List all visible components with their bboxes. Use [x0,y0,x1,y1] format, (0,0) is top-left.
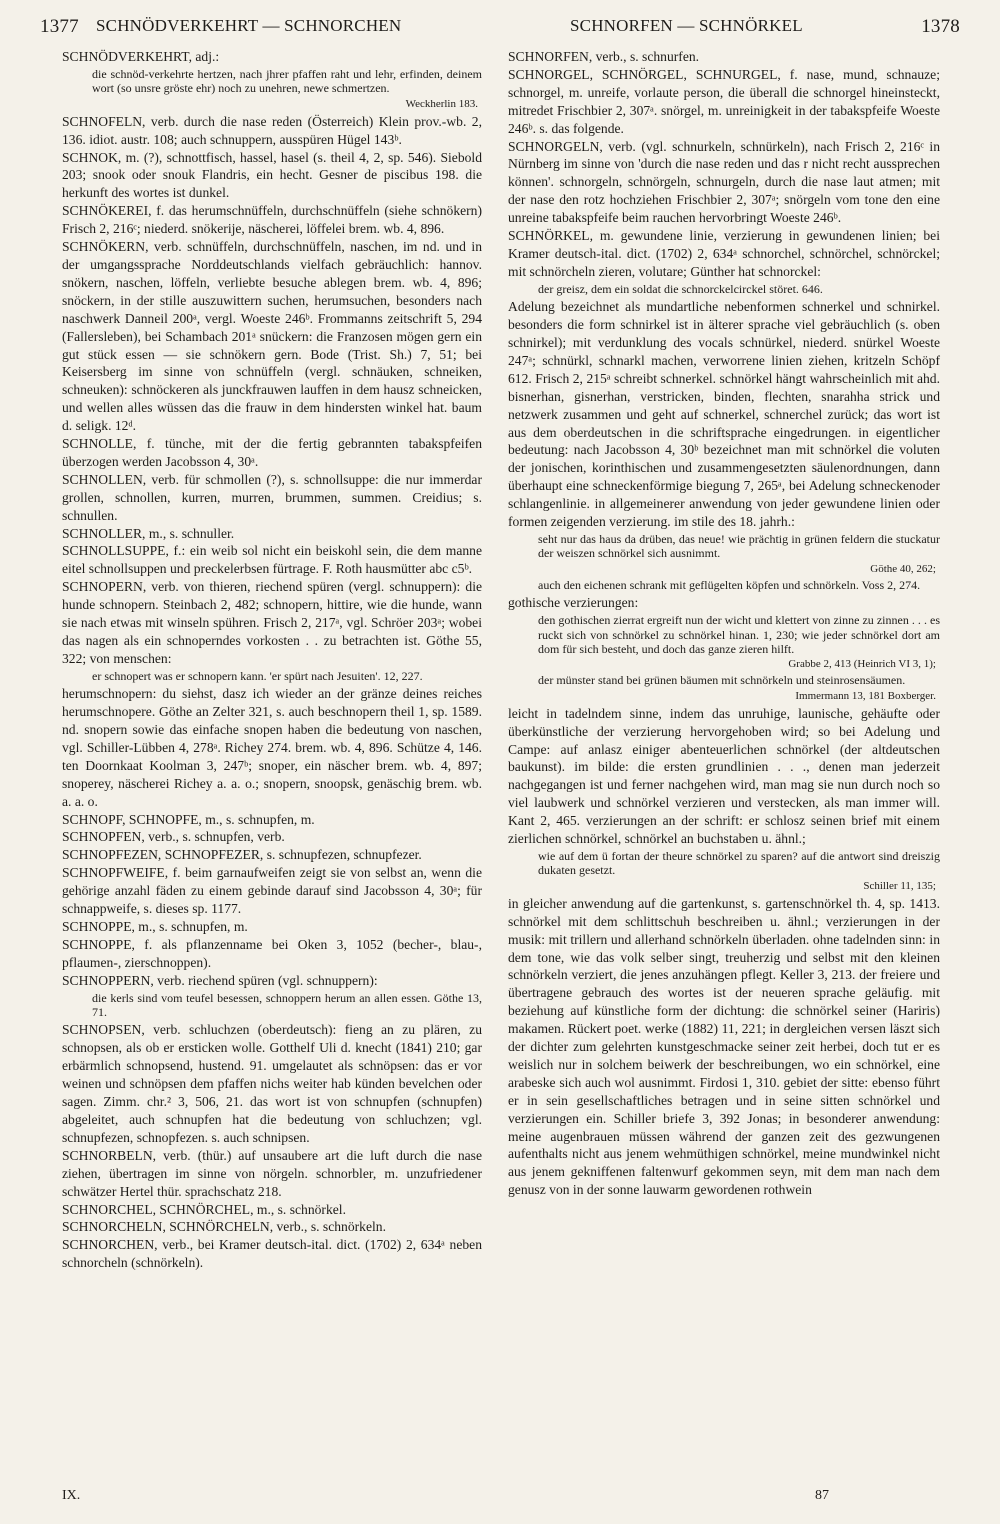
dictionary-entry: SCHNOK, m. (?), schnottfisch, hassel, hasel (s. theil 4, 2, sp. 546). Siebold 203; snook oder snouk Flandris, ein hecht. Gesner de piscibus 198. die herkunft des wortes ist dunkel. [62,149,482,201]
quotation: den gothischen zierrat ergreift nun der wicht und klettert von zinne zu zinnen . . . es ruckt sich von schnörkel zu schnörkel hinan. 1, 230; wie jeder schnörkel dort am dom für sich besteht, und doch das ganze zieren hilft. [538,613,940,656]
dictionary-entry: SCHNOPPE, f. als pflanzenname bei Oken 3, 1052 (becher-, blau-, pflaumen-, zierschnoppen). [62,936,482,970]
right-column [508,48,940,1199]
dictionary-entry: gothische verzierungen: [508,595,639,611]
quotation: der münster stand bei grünen bäumen mit schnörkeln und steinrosensäumen. [538,673,906,688]
dictionary-entry: in gleicher anwendung auf die gartenkunst, s. gartenschnörkel th. 4, sp. 1413. schnörkel mit dem schlittschuh beschreiben u. ähnl.; verzierungen in der musik: mit trillern und allerhand schnörkeln überladen. ohne tadelnden sinn: in dem tone, wie das volk selber singt, treuherzig und selbst mit den kleinen schnörkeln verziert, die jenes anzuhängen pflegt. Keller 3, 213. der freiere und übertragene gebrauch des wortes ist der neueren sprache geläufig. mit beziehung auf künstliche form der dichtung: die schnörkel seiner (Hariris) makamen. Rückert poet. werke (1882) 11, 221; in dergleichen versen läszt sich der dichter zum gelehrten kunstgeschmacke seiner zeit herbei, doch tut er es weislich nur in solchem beiwerk der beschreibungen, wo ein schnörkel, eine arabeske sich auch wol ausnimmt. Firdosi 1, 310. gebiet der sitte: ebenso führt er in sein gesellschaftliches betragen und in seine sitten schnörkel und verzierungen ein. Schiller briefe 3, 392 Jonas; in besonderer anwendung: meine augenbrauen müssen während der ganzen zeit des gezwungenen aufenthalts nicht aus jenem wehmüthigen schnörkel, meine mundwinkel nicht aus jenem gekniffenen faltenwurf gekommen seyn, mit dem man nach dem genusz von in der sonne lauwarm gewordenen rothwein [508,895,940,1198]
dictionary-entry: SCHNOLLER, m., s. schnuller. [62,525,235,541]
running-header [40,16,960,46]
citation-source: Weckherlin 183. [405,97,478,110]
dictionary-entry: SCHNOPFEZEN, SCHNOPFEZER, s. schnupfezen, schnupfezer. [62,847,422,863]
quotation: die schnöd-verkehrte hertzen, nach jhrer pfaffen raht und lehr, erfinden, deinem wort (so unsre gröste ehr) noch zu unehren, newe schmertzen. [92,66,482,96]
signature-mark: IX. [62,1488,81,1503]
dictionary-entry: SCHNOPPERN, verb. riechend spüren (vgl. schnuppern): [62,972,378,988]
dictionary-entry: SCHNÖDVERKEHRT, adj.: [62,49,220,64]
citation-source: Grabbe 2, 413 (Heinrich VI 3, 1); [788,658,936,671]
dictionary-entry: SCHNORFEN, verb., s. schnurfen. [508,49,700,64]
dictionary-entry: herumschnopern: du siehst, dasz ich wieder an der gränze deines reiches herumschnopere. Göthe an Zelter 321, s. auch beschnopern theil 1, sp. 1589. nd. snopern sowie das einfache snopen haben die bedeutung von naschen, vgl. Schiller-Lübben 4, 278ᵃ. Richey 274. brem. wb. 4, 896. Schütze 4, 146. ten Doornkaat Koolman 3, 247ᵇ; snoper, ein näscher brem. wb. 4, 897; snoperey, näscherei Richey a. a. o.; snopern, snoopsk, genäschig brem. wb. a. a. o. [62,686,482,809]
dictionary-entry: SCHNOLLE, f. tünche, mit der die fertig gebrannten tabakspfeifen überzogen werden Jacobsson 4, 30ᵃ. [62,436,482,469]
dictionary-entry: SCHNOLLSUPPE, f.: ein weib sol nicht ein beiskohl sein, die dem manne eitel schnollsuppen und preckelerbsen fürtrage. F. Roth hausmütter abc c5ᵇ. [62,543,482,577]
citation-source: Immermann 13, 181 Boxberger. [795,689,936,702]
dictionary-entry: SCHNOPSEN, verb. schluchzen (oberdeutsch): fieng an zu plären, zu schnopsen, als ob er ersticken wolle. Gotthelf Uli d. knecht (1841) 210; gar erbärmlich schnopsend, hustend. 91. umgelautet als schnöpsen: das er vor weinen und schnöpsen dem pfaffen nichs weiter hab künden bevelchen oder sagen. Zimm. chr.² 3, 506, 21. das wort ist von schnupfen (schnupfen) abgeleitet, auch schnupfen hat die bedeutung von schluchzen; vgl. schnupfezen, schnopfezen. s. auch schnipsen. [62,1022,482,1145]
dictionary-entry: leicht in tadelndem sinne, indem das unruhige, launische, gehäufte oder überkünstliche der verzierung hervorgehoben wird; so bei Adelung und Campe: auf anlasz einiger abenteuerlichen schnörkel (der altdeutschen baukunst). im bilde: die ersten grundlinien . . ., denen man jederzeit nachgegangen ist und ferner nachgehen wird, man mag sie nun durch noch so viel laubwerk und schnörkel verzieren und verstecken, als man immer will. Kant 2, 465. verzierungen an der schrift: er schlosz seinen brief mit einem zierlichen schnörkel, schnörkel an buchstaben u. ähnl.; [508,705,940,847]
citation-source: Schiller 11, 135; [863,879,936,892]
dictionary-entry: SCHNORCHELN, SCHNÖRCHELN, verb., s. schnörkeln. [62,1219,386,1235]
dictionary-entry: SCHNORCHEL, SCHNÖRCHEL, m., s. schnörkel. [62,1201,346,1217]
citation-source: Göthe 40, 262; [870,562,936,575]
dictionary-entry: SCHNOPFWEIFE, f. beim garnaufweifen zeigt sie von selbst an, wenn die gehörige anzahl fäden zu einem gebinde darauf sind Jacobsson 4, 30ᵃ; für schnappweife, s. dieses sp. 1177. [62,865,482,917]
page-number-left: 1377 [40,16,79,37]
running-title-right: SCHNORFEN — SCHNÖRKEL [570,16,803,35]
dictionary-entry: SCHNÖRKEL, m. gewundene linie, verzierung in gewundenen linien; bei Kramer deutsch-ital. dict. (1702) 2, 634ᵃ schnorchel, schnörchel, schnörckel; mit schnörcheln zieren, volutare; Günther hat schnorckel: [508,228,940,279]
dictionary-entry: SCHNOLLEN, verb. für schmollen (?), s. schnollsuppe: die nur immerdar grollen, schnollen, kurren, murren, brummen, summen. Creidius; s. schnullen. [62,471,482,523]
quotation: auch den eichenen schrank mit geflügelten köpfen und schnörkeln. Voss 2, 274. [538,577,921,592]
quotation: wie auf dem ü fortan der theure schnörkel zu sparen? auf die antwort sind dreiszig dukaten gesetzt. [538,848,940,878]
quotation: seht nur das haus da drüben, das neue! wie prächtig in grünen feldern die stuckatur der weiszen schnörkel sich ausnimmt. [538,531,940,561]
quotation: er schnopert was er schnopern kann. 'er spürt nach Jesuiten'. 12, 227. [92,668,423,683]
dictionary-entry: SCHNOPPE, m., s. schnupfen, m. [62,919,248,934]
dictionary-entry: SCHNORGELN, verb. (vgl. schnurkeln, schnürkeln), nach Frisch 2, 216ᶜ in Nürnberg im sinne von 'durch die nase reden und das r nicht recht aussprechen können'. schnorgeln, schnörgeln, schnurgeln, durch die nase laut atmen; mit der nase den rotz hochziehen Frischbier 2, 307ᵃ; snörgeln vom tone den eine unreine tabakspfeife beim rauchen hervorbringt Woeste 246ᵇ. [508,138,940,226]
page-number-right: 1378 [921,16,960,37]
dictionary-entry: SCHNOPF, SCHNOPFE, m., s. schnupfen, m. [62,811,315,827]
dictionary-entry: SCHNOPFEN, verb., s. schnupfen, verb. [62,829,285,845]
quotation: die kerls sind vom teufel besessen, schnoppern herum an allen essen. Göthe 13, 71. [92,990,482,1020]
dictionary-entry: SCHNORCHEN, verb., bei Kramer deutsch-ital. dict. (1702) 2, 634ᵃ neben schnorcheln (schnörkeln). [62,1237,482,1271]
dictionary-entry: SCHNORGEL, SCHNÖRGEL, SCHNURGEL, f. nase, mund, schnauze; schnorgel, m. unreife, vorlaute person, die überall die schnorgel hineinsteckt, mitredet Frischbier 2, 307ᵃ. snörgel, m. unreinigkeit in der tabakspfeife Woeste 246ᵇ. s. das folgende. [508,66,940,136]
dictionary-entry: SCHNOFELN, verb. durch die nase reden (Österreich) Klein prov.-wb. 2, 136. idiot. austr. 108; auch schnuppern, ausspüren Hügel 143ᵇ. [62,113,482,147]
dictionary-entry: SCHNÖKERN, verb. schnüffeln, durchschnüffeln, naschen, im nd. und in der umgangssprache Norddeutschlands vielfach gebräuchlich: hannov. snökern, naschen, löffeln, verliebte besuche ablegen brem. wb. 4, 896; snöckern, in der stille auszuwittern suchen, herumsuchen, besonders nach naschwerk Danneil 200ᵃ, vergl. Woeste 246ᵇ. Frommanns zeitschrift 5, 294 (Fallersleben), bei Schambach 201ᵃ snückern: die Franzosen mögen gern ein gut stück essen — sie schnökern gern. Bode (Trist. Sh.) 7, 51; bei Keisersberg im sinne von schnüffeln (vergl. schnäuken, schneiken, schneuken): schnöckeren als junckfrauwen lauffen in dem hausz schneicken, und wellen alles wüssen das die frauw in dem hindersten winkel hat. baum d. seligk. 12ᵈ. [62,239,482,434]
dictionary-entry: SCHNÖKEREI, f. das herumschnüffeln, durchschnüffeln (siehe schnökern) Frisch 2, 216ᶜ; niederd. snökerije, näscherei, löffelei brem. wb. 4, 896. [62,203,482,237]
dictionary-entry: SCHNOPERN, verb. von thieren, riechend spüren (vergl. schnuppern): die hunde schnopern. Steinbach 2, 482; schnopern, hittire, wie die hunde, wann sie nach etwas mit winseln spühren. Frisch 2, 217ᵃ, vgl. Schröer 203ᵃ; wobei das nagen als ein schnoperndes vorkosten . . zu betrachten ist. Göthe 55, 322; von menschen: [62,579,482,666]
dictionary-entry: Adelung bezeichnet als mundartliche nebenformen schnerkel und schnirkel. besonders die form schnirkel ist in älterer sprache viel gebräuchlich (s. oben schnirkel); mit verdunklung des vocals schnürkel, niederd. snürkel Woeste 247ᵃ; schnürkl, schnarkl machen, verworrene linien ziehen, kritzeln Schöpf 612. Frisch 2, 215ᵃ schreibt schnerkel. schnörkel hängt wahrscheinlich mit ahd. bisnerhan, gisnerhan, verstricken, binden, flechten, snarahha strick und netzwerk zusammen und geht auf schnerkel, schnerchel zurück; das wort ist aus dem oberdeutschen in die schriftsprache eingedrungen. in eigentlicher bedeutung: nach Jacobsson 4, 30ᵇ bezeichnet man mit schnörkel die voluten der jonischen, korinthischen und zusammengesetzten säulenordnungen, dann überhaupt eine schneckenförmige biegung 7, 265ᵃ, bei Adelung schneckenoder schlangenlinie. in allgemeinerer anwendung von jeder gewundene linien oder formen zeigenden verzierung. im stile des 18. jahrh.: [508,299,940,530]
sheet-number: 87 [815,1488,829,1503]
quotation: der greisz, dem ein soldat die schnorckelcirckel störet. 646. [538,281,823,296]
dictionary-entry: SCHNORBELN, verb. (thür.) auf unsaubere art die luft durch die nase ziehen, übertragen im sinne von nörgeln. schnorbler, m. unzufriedener schwätzer Hertel thür. sprachschatz 218. [62,1147,482,1199]
left-column [62,48,482,1272]
running-title-left: SCHNÖDVERKEHRT — SCHNORCHEN [96,16,402,35]
